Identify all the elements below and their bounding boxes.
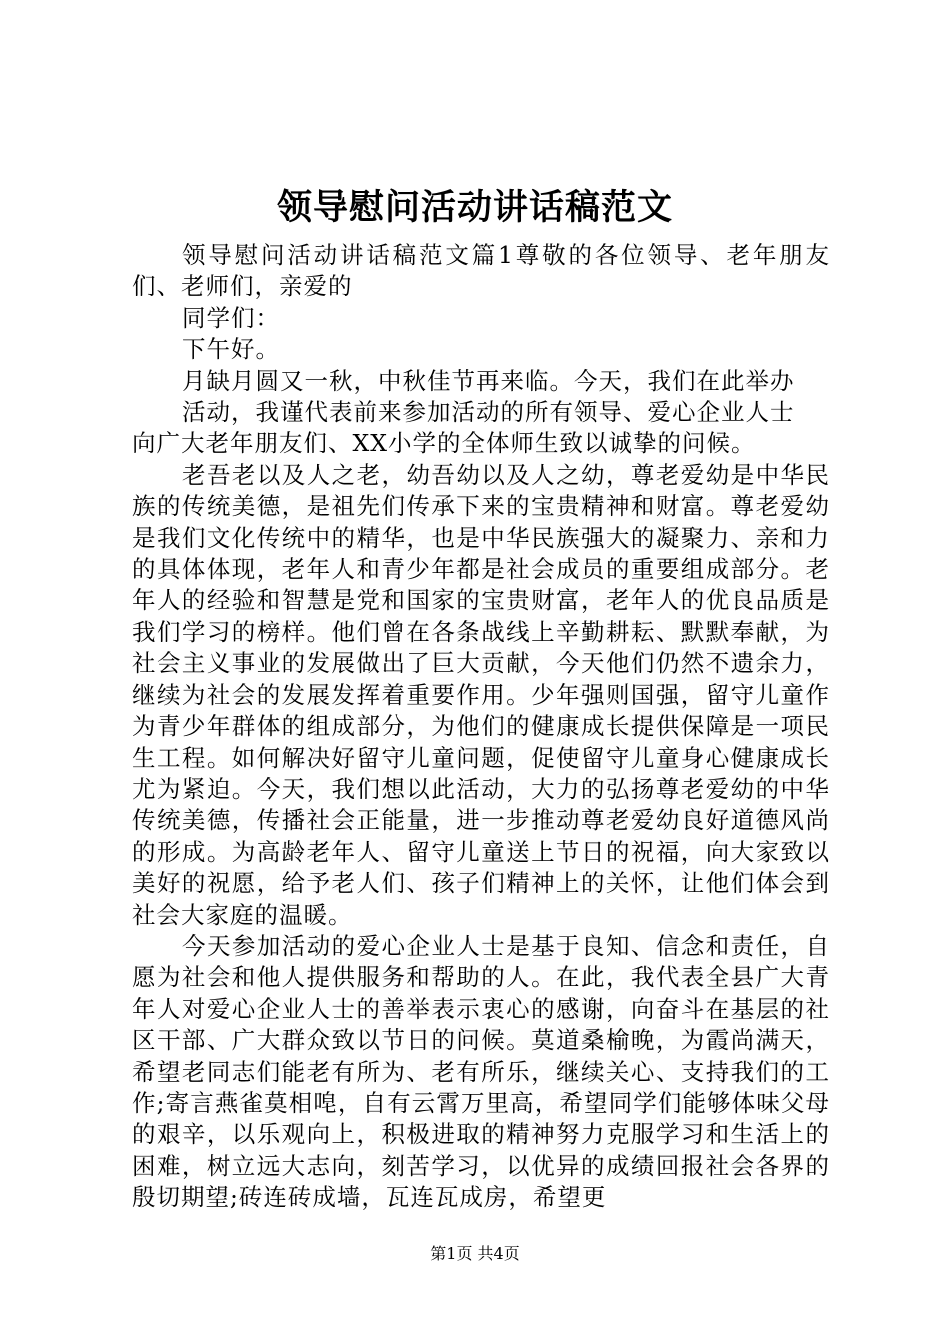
- paragraph-regards: 向广大老年朋友们、XX小学的全体师生致以诚挚的问候。: [132, 429, 756, 458]
- page-footer: 第1页 共4页: [430, 1244, 520, 1263]
- document-body: [132, 240, 830, 1214]
- document-title: 领导慰问活动讲话稿范文: [276, 187, 673, 228]
- paragraph-volunteers: 今天参加活动的爱心企业人士是基于良知、信念和责任，自愿为社会和他人提供服务和帮助的人。在此，我代表全县广大青年人对爱心企业人士的善举表示衷心的感谢，向奋斗在基层的社区干部、广大群众致以节日的问候。莫道桑榆晚，为霞尚满天，希望老同志们能老有所为、老有所乐，继续关心、支持我们的工作;寄言燕雀莫相唣，自有云霄万里高，希望同学们能够体味父母的艰辛，以乐观向上，积极进取的精神努力克服学习和生活上的困难，树立远大志向，刻苦学习，以优异的成绩回报社会各界的殷切期望;砖连砖成墙，瓦连瓦成房，希望更: [132, 931, 830, 1212]
- paragraph-respect-elders: 老吾老以及人之老，幼吾幼以及人之幼，尊老爱幼是中华民族的传统美德，是祖先们传承下来的宝贵精神和财富。尊老爱幼是我们文化传统中的精华，也是中华民族强大的凝聚力、亲和力的具体体现，老年人和青少年都是社会成员的重要组成部分。老年人的经验和智慧是党和国家的宝贵财富，老年人的优良品质是我们学习的榜样。他们曾在各条战线上辛勤耕耘、默默奉献，为社会主义事业的发展做出了巨大贡献，今天他们仍然不遗余力，继续为社会的发展发挥着重要作用。少年强则国强，留守儿童作为青少年群体的组成部分，为他们的健康成长提供保障是一项民生工程。如何解决好留守儿童问题，促使留守儿童身心健康成长尤为紧迫。今天，我们想以此活动，大力的弘扬尊老爱幼的中华传统美德，传播社会正能量，进一步推动尊老爱幼良好道德风尚的形成。为高龄老年人、留守儿童送上节日的祝福，向大家致以美好的祝愿，给予老人们、孩子们精神上的关怀，让他们体会到社会大家庭的温暖。: [132, 460, 830, 929]
- paragraph-greeting: 下午好。: [182, 335, 280, 364]
- paragraph-occasion-continued: 活动，我谨代表前来参加活动的所有领导、爱心企业人士: [182, 398, 795, 427]
- paragraph-opening: 领导慰问活动讲话稿范文篇1尊敬的各位领导、老年朋友们、老师们，亲爱的: [132, 241, 830, 301]
- paragraph-occasion: 月缺月圆又一秋，中秋佳节再来临。今天，我们在此举办: [182, 366, 795, 395]
- paragraph-salutation: 同学们：: [182, 303, 280, 332]
